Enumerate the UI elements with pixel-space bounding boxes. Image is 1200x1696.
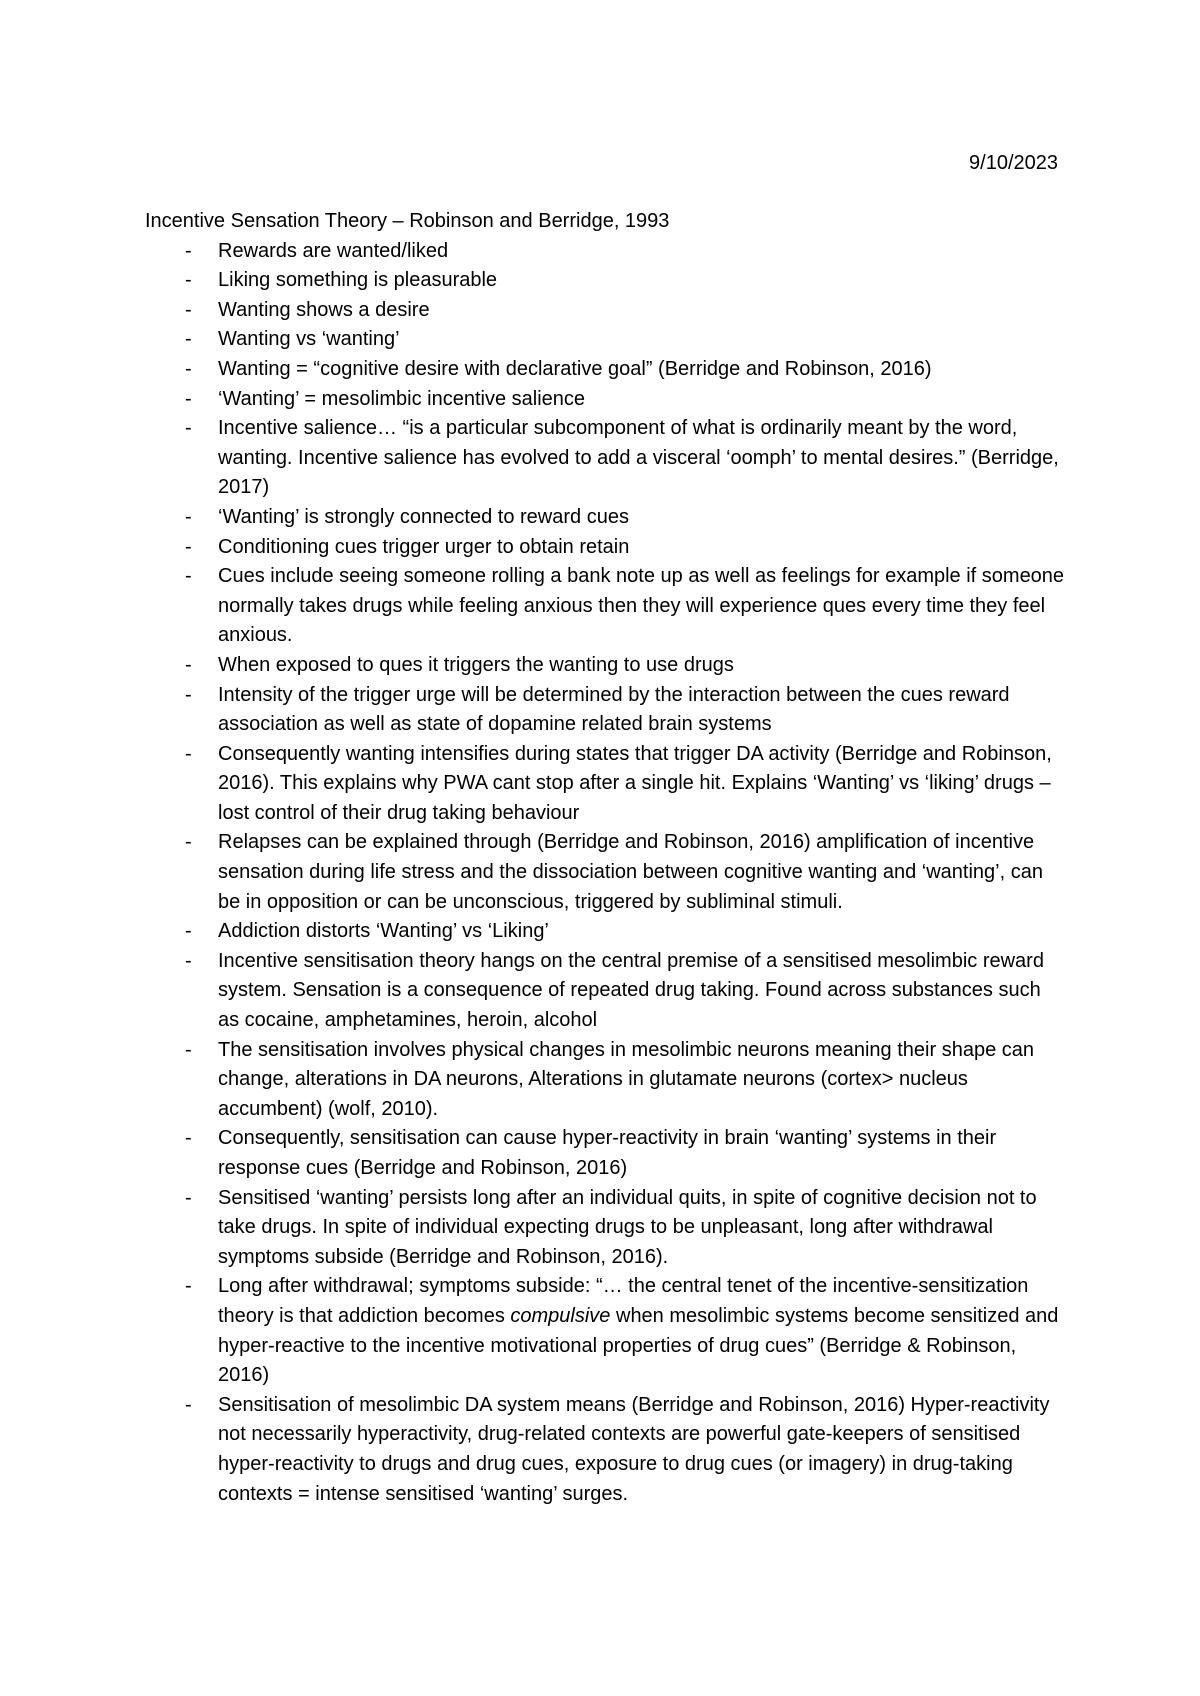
bullet-dash: - xyxy=(185,328,192,351)
list-item xyxy=(145,651,1065,681)
emphasis-word: compulsive xyxy=(510,1304,611,1327)
bullet-dash: - xyxy=(185,1393,192,1416)
section-heading: Incentive Sensation Theory – Robinson and Berridge, 1993 xyxy=(145,210,670,232)
bullet-dash: - xyxy=(185,742,192,765)
list-item-text: Liking something is pleasurable xyxy=(218,269,498,292)
list-item-text: Consequently wanting intensifies during states that trigger DA activity (Berridge and Robinson, 2016). This explains why PWA cant stop after a single hit. Explains ‘Wanting’ vs ‘liking’ drugs – lost control of their drug taking behaviour xyxy=(218,742,1052,824)
list-item xyxy=(145,740,1065,829)
list-item xyxy=(145,414,1065,503)
bullet-dash: - xyxy=(185,505,192,528)
list-item xyxy=(145,1124,1065,1183)
list-item-text: Rewards are wanted/liked xyxy=(218,239,449,262)
list-item xyxy=(145,325,1065,355)
list-item xyxy=(145,917,1065,947)
list-item-text: ‘Wanting’ is strongly connected to reward cues xyxy=(218,505,629,528)
bullet-dash: - xyxy=(185,653,192,676)
list-item-text: Sensitised ‘wanting’ persists long after an individual quits, in spite of cognitive decision not to take drugs. In spite of individual expecting drugs to be unpleasant, long after withdrawal symptoms subside (Berridge and Robinson, 2016). xyxy=(218,1186,1037,1268)
bullet-dash: - xyxy=(185,1186,192,1209)
list-item xyxy=(145,1272,1065,1390)
list-item-text: When exposed to ques it triggers the wanting to use drugs xyxy=(218,653,734,676)
list-item-text: Wanting vs ‘wanting’ xyxy=(218,328,400,351)
list-item-text xyxy=(218,1272,1065,1390)
bullet-dash: - xyxy=(185,831,192,854)
bullet-dash: - xyxy=(185,683,192,706)
bullet-dash: - xyxy=(185,920,192,943)
bullet-dash: - xyxy=(185,298,192,321)
list-item-text: The sensitisation involves physical changes in mesolimbic neurons meaning their shape can change, alterations in DA neurons, Alterations in glutamate neurons (cortex> nucleus accumbent) (wolf, 2010). xyxy=(218,1038,1034,1120)
list-item xyxy=(145,503,1065,533)
quote-text-before: Long after withdrawal; symptoms subside: “… the central tenet of the incentive-sensitization theory is that addiction becomes xyxy=(218,1275,1029,1327)
list-item xyxy=(145,533,1065,563)
list-item-text: Wanting shows a desire xyxy=(218,298,430,321)
list-item xyxy=(145,385,1065,415)
bullet-dash: - xyxy=(185,387,192,410)
bullet-dash: - xyxy=(185,565,192,588)
bullet-dash: - xyxy=(185,269,192,292)
list-item xyxy=(145,562,1065,651)
list-item-text: Addiction distorts ‘Wanting’ vs ‘Liking’ xyxy=(218,920,549,943)
list-item xyxy=(145,1391,1065,1509)
document-body xyxy=(145,207,1065,1509)
bullet-dash: - xyxy=(185,535,192,558)
bullet-dash: - xyxy=(185,949,192,972)
bullet-dash: - xyxy=(185,1127,192,1150)
list-item-text: Wanting = “cognitive desire with declarative goal” (Berridge and Robinson, 2016) xyxy=(218,357,932,380)
quote-text-after: when mesolimbic systems become sensitized and hyper-reactive to the incentive motivational properties of drug cues” (Berridge & Robinson, 2016) xyxy=(218,1304,1059,1387)
list-item-text: ‘Wanting’ = mesolimbic incentive salience xyxy=(218,387,586,410)
bullet-dash: - xyxy=(185,357,192,380)
list-item-text: Sensitisation of mesolimbic DA system means (Berridge and Robinson, 2016) Hyper-reactivity not necessarily hyperactivity, drug-related contexts are powerful gate-keepers of sensitised hyper-reactivity to drugs and drug cues, exposure to drug cues (or imagery) in drug-taking contexts = intense sensitised ‘wanting’ surges. xyxy=(218,1393,1050,1505)
list-item xyxy=(145,947,1065,1036)
bullet-dash: - xyxy=(185,239,192,262)
list-item-text: Relapses can be explained through (Berridge and Robinson, 2016) amplification of incentive sensation during life stress and the dissociation between cognitive wanting and ‘wanting’, can be in opposition or can be unconscious, triggered by subliminal stimuli. xyxy=(218,831,1043,913)
list-item-text: Incentive sensitisation theory hangs on the central premise of a sensitised mesolimbic reward system. Sensation is a consequence of repeated drug taking. Found across substances such as cocaine, amphetamines, heroin, alcohol xyxy=(218,949,1044,1032)
list-item-text: Incentive salience… “is a particular subcomponent of what is ordinarily meant by the word, wanting. Incentive salience has evolved to add a visceral ‘oomph’ to mental desires.” (Berridge, 2017) xyxy=(218,417,1059,499)
list-item xyxy=(145,266,1065,296)
bullet-dash: - xyxy=(185,1038,192,1061)
list-item xyxy=(145,296,1065,326)
list-item xyxy=(145,237,1065,267)
list-item-text: Intensity of the trigger urge will be determined by the interaction between the cues reward association as well as state of dopamine related brain systems xyxy=(218,683,1010,736)
document-date: 9/10/2023 xyxy=(969,152,1058,174)
list-item xyxy=(145,355,1065,385)
bullet-dash: - xyxy=(185,417,192,440)
list-item xyxy=(145,681,1065,740)
list-item xyxy=(145,828,1065,917)
list-item-text: Cues include seeing someone rolling a bank note up as well as feelings for example if someone normally takes drugs while feeling anxious then they will experience ques every time they feel anxious. xyxy=(218,565,1065,647)
list-item xyxy=(145,1036,1065,1125)
list-item-text: Consequently, sensitisation can cause hyper-reactivity in brain ‘wanting’ systems in their response cues (Berridge and Robinson, 2016) xyxy=(218,1127,997,1179)
list-item-text: Conditioning cues trigger urger to obtain retain xyxy=(218,535,630,558)
list-item xyxy=(145,1184,1065,1273)
notes-list xyxy=(145,237,1065,1510)
bullet-dash: - xyxy=(185,1275,192,1298)
